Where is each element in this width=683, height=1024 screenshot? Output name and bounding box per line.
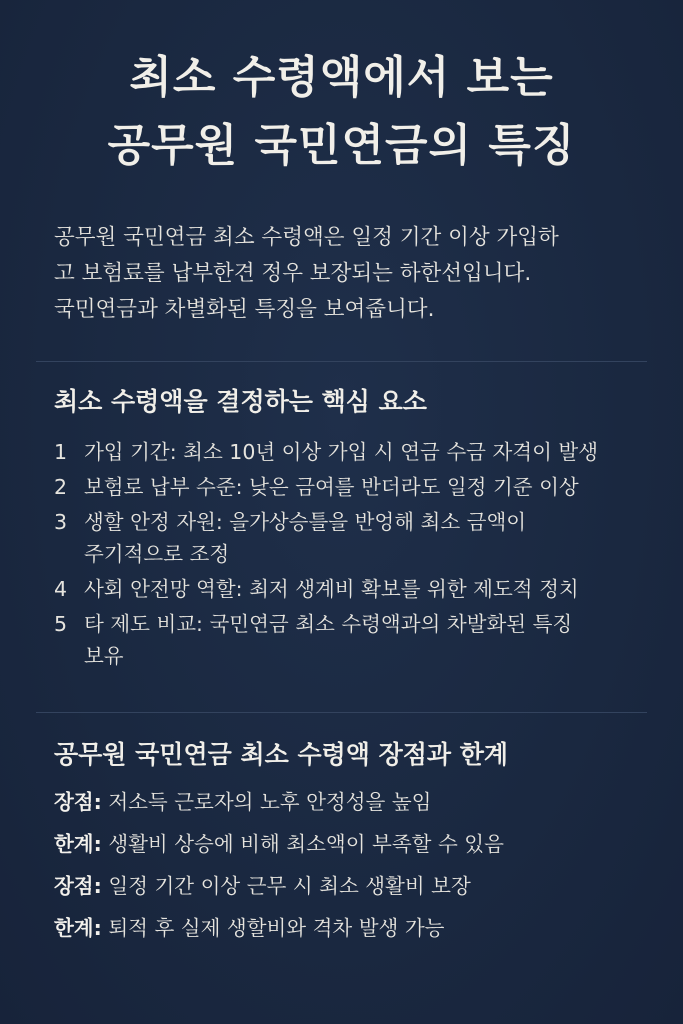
item-tag: 장점: xyxy=(54,790,102,814)
item-number: 3 xyxy=(54,510,68,534)
item-text xyxy=(84,506,663,570)
item-number: 4 xyxy=(54,577,68,601)
key-factors-list xyxy=(54,436,663,675)
item-tag: 한계: xyxy=(54,916,102,940)
item-tag: 한계: xyxy=(54,832,102,856)
list-item xyxy=(54,786,663,818)
intro-line: 공무원 국민연금 최소 수령액은 일정 기간 이상 가입하 xyxy=(54,225,559,250)
section-title-key-factors: 최소 수령액을 결정하는 핵심 요소 xyxy=(54,387,427,416)
item-text xyxy=(84,436,663,468)
title-line: 최소 수령액에서 보는 xyxy=(129,52,554,103)
intro-line: 고 보험료를 납부한견 정우 보장되는 하한선입니다. xyxy=(54,261,532,286)
item-line: 사회 안전망 역할: 최저 생계비 확보를 위한 제도적 정치 xyxy=(84,577,579,601)
page-title xyxy=(20,44,663,180)
list-item xyxy=(54,436,663,468)
item-text xyxy=(84,471,663,503)
list-item xyxy=(54,870,663,902)
section-title-pros-cons: 공무원 국민연금 최소 수령액 장점과 한계 xyxy=(54,740,509,769)
list-item xyxy=(54,471,663,503)
pros-cons-list xyxy=(54,786,663,954)
item-line: 타 제도 비교: 국민연금 최소 수령액과의 차발화된 특징 xyxy=(84,612,573,636)
list-item xyxy=(54,573,663,605)
item-number: 1 xyxy=(54,440,68,464)
list-item xyxy=(54,608,663,672)
item-line: 주기적으로 조정 xyxy=(84,542,230,566)
item-number: 5 xyxy=(54,612,68,636)
list-item xyxy=(54,828,663,860)
item-line: 생할 안정 자원: 을가상승틀을 반엉해 최소 금액이 xyxy=(84,510,527,534)
item-line: 보험로 납부 수준: 낮은 금여를 반더라도 일정 기준 이상 xyxy=(84,475,579,499)
list-item xyxy=(54,506,663,570)
item-line: 보유 xyxy=(84,644,124,668)
item-number: 2 xyxy=(54,475,68,499)
intro-paragraph xyxy=(54,220,659,328)
item-tag: 장점: xyxy=(54,874,102,898)
item-text xyxy=(84,573,663,605)
list-item xyxy=(54,912,663,944)
item-text: 생활비 상승에 비해 최소액이 부족할 수 있음 xyxy=(101,832,504,856)
item-line: 가입 기간: 최소 10년 이상 가입 시 연금 수금 자격이 발생 xyxy=(84,440,599,464)
section-divider xyxy=(36,712,647,713)
item-text: 일정 기간 이상 근무 시 최소 생활비 보장 xyxy=(101,874,471,898)
intro-line: 국민연금과 차별화된 특징을 보여줍니다. xyxy=(54,297,435,322)
item-text: 퇴적 후 실제 생할비와 격차 발생 가능 xyxy=(101,916,445,940)
section-divider xyxy=(36,361,647,362)
item-text: 저소득 근로자의 노후 안정성을 높임 xyxy=(101,790,432,814)
title-line: 공무원 국민연금의 특징 xyxy=(107,120,576,171)
item-text xyxy=(84,608,663,672)
